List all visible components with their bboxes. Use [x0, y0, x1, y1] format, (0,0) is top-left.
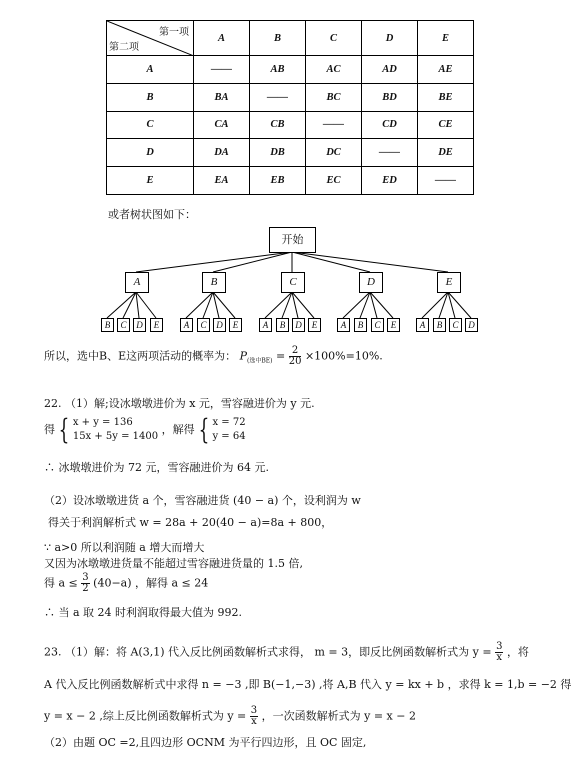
- table-cell: ——: [194, 56, 250, 84]
- table-cell: ED: [362, 167, 418, 195]
- tree-node: A: [125, 272, 149, 293]
- q22-line7: 又因为冰墩墩进货量不能超过雪容融进货量的 1.5 倍,: [44, 557, 303, 570]
- corner-top-label: 第一项: [159, 27, 189, 38]
- q23-line4: （2）由题 OC =2,且四边形 OCNM 为平行四边形，且 OC 固定,: [44, 736, 367, 749]
- col-header: A: [194, 21, 250, 56]
- tree-leaf: A: [259, 318, 272, 332]
- col-header: E: [418, 21, 474, 56]
- tree-leaf: E: [308, 318, 321, 332]
- tree-leaf: E: [150, 318, 163, 332]
- q23-line2: A 代入反比例函数解析式中求得 n = −3 ,即 B(−1,−3) ,将 A,B 代入 y = kx + b ，求得 k = 1,b = −2 得: [44, 678, 572, 691]
- table-cell: BC: [306, 83, 362, 111]
- corner-bottom-label: 第二项: [109, 42, 139, 53]
- table-cell: EB: [250, 167, 306, 195]
- q22-sol1: x = 72: [212, 417, 246, 428]
- tree-leaf: A: [337, 318, 350, 332]
- prob-fraction: $\frac{2}{20}$: [288, 345, 302, 367]
- tree-leaf: B: [433, 318, 446, 332]
- q22-jiede: ，解得: [161, 423, 195, 436]
- table-cell: CB: [250, 111, 306, 139]
- q22-line5: 得关于利润解析式 w = 28a + 20(40 − a)=8a + 800，: [48, 516, 333, 529]
- prob-text: 所以，选中B、E这两项活动的概率为：: [44, 349, 237, 363]
- tree-root-node: 开始: [269, 227, 316, 253]
- probability-statement: [44, 346, 383, 367]
- q22-de: 得: [44, 423, 55, 436]
- tree-node: D: [359, 272, 383, 293]
- table-cell: AD: [362, 56, 418, 84]
- q23-line1b: ，将: [506, 645, 529, 659]
- tree-leaf: C: [117, 318, 130, 332]
- q23-fraction-1: $\frac{3}{x}$: [496, 641, 503, 663]
- tree-leaf: A: [180, 318, 193, 332]
- tree-leaf: D: [292, 318, 305, 332]
- tree-leaf: D: [465, 318, 478, 332]
- tree-leaf: D: [213, 318, 226, 332]
- table-cell: EC: [306, 167, 362, 195]
- q22-line8b: (40−a) ，解得 a ≤ 24: [93, 576, 209, 590]
- table-cell: BD: [362, 83, 418, 111]
- table-cell: AE: [418, 56, 474, 84]
- table-cell: EA: [194, 167, 250, 195]
- tree-leaf: B: [276, 318, 289, 332]
- tree-node: E: [437, 272, 461, 293]
- q22-eq1: x + y = 136: [72, 417, 133, 428]
- table-cell: AC: [306, 56, 362, 84]
- tree-leaf: A: [416, 318, 429, 332]
- prob-sub: (选中BE): [247, 357, 273, 365]
- tree-leaf: B: [101, 318, 114, 332]
- q22-line1: 22. （1）解;设冰墩墩进价为 x 元，雪容融进价为 y 元.: [44, 397, 315, 410]
- tree-intro: 或者树状图如下：: [108, 208, 196, 221]
- table-cell: AB: [250, 56, 306, 84]
- q22-fraction: $\frac{3}{2}$: [82, 572, 89, 594]
- table-cell: DC: [306, 139, 362, 167]
- tree-leaf: C: [449, 318, 462, 332]
- row-header: A: [107, 56, 194, 84]
- q22-eq2: 15x + 5y = 1400: [72, 431, 159, 442]
- table-cell: ——: [306, 111, 362, 139]
- q22-sol2: y = 64: [212, 431, 246, 442]
- table-cell: ——: [362, 139, 418, 167]
- table-cell: DE: [418, 139, 474, 167]
- tree-leaf: B: [354, 318, 367, 332]
- prob-tail: ×100%=10%.: [304, 349, 383, 363]
- q22-system: 得 { x + y = 136 15x + 5y = 1400 ，解得 { x = 72 y = 64: [44, 413, 246, 446]
- q23-line1a: 23. （1）解：将 A(3,1) 代入反比例函数解析式求得， m = 3，即反比例函数解析式为 y =: [44, 645, 492, 659]
- q22-line8: [44, 573, 208, 594]
- q22-line3: ∴ 冰墩墩进价为 72 元，雪容融进价为 64 元.: [44, 461, 269, 474]
- table-cell: ——: [250, 83, 306, 111]
- row-header: C: [107, 111, 194, 139]
- q22-line4: （2）设冰墩墩进货 a 个，雪容融进货 (40 − a) 个，设利润为 w: [44, 494, 361, 507]
- table-cell: CE: [418, 111, 474, 139]
- q23-line1: [44, 642, 529, 663]
- table-cell: CD: [362, 111, 418, 139]
- prob-eq: =: [276, 349, 286, 363]
- table-cell: DA: [194, 139, 250, 167]
- row-header: E: [107, 167, 194, 195]
- col-header: B: [250, 21, 306, 56]
- tree-node: C: [281, 272, 305, 293]
- q22-line9: ∴ 当 a 取 24 时利润取得最大值为 992.: [44, 606, 243, 619]
- table-cell: DB: [250, 139, 306, 167]
- table-cell: ——: [418, 167, 474, 195]
- q23-fraction-2: $\frac{3}{x}$: [250, 705, 258, 727]
- row-header: B: [107, 83, 194, 111]
- tree-leaf: E: [229, 318, 242, 332]
- table-cell: BE: [418, 83, 474, 111]
- prob-p: P: [239, 349, 248, 363]
- tree-leaf: C: [197, 318, 210, 332]
- table-cell: CA: [194, 111, 250, 139]
- col-header: C: [306, 21, 362, 56]
- tree-leaf: C: [371, 318, 384, 332]
- tree-node: B: [202, 272, 226, 293]
- q23-line3: [44, 706, 416, 727]
- q23-line3b: ，一次函数解析式为 y = x − 2: [261, 709, 416, 723]
- row-header: D: [107, 139, 194, 167]
- q23-line3a: y = x − 2 ,综上反比例函数解析式为 y =: [44, 709, 247, 723]
- tree-leaf: E: [387, 318, 400, 332]
- q22-line8a: 得 a ≤: [44, 576, 78, 590]
- q22-line6: ∵ a>0 所以利润随 a 增大而增大: [44, 541, 205, 554]
- col-header: D: [362, 21, 418, 56]
- table-cell: BA: [194, 83, 250, 111]
- tree-leaf: D: [133, 318, 146, 332]
